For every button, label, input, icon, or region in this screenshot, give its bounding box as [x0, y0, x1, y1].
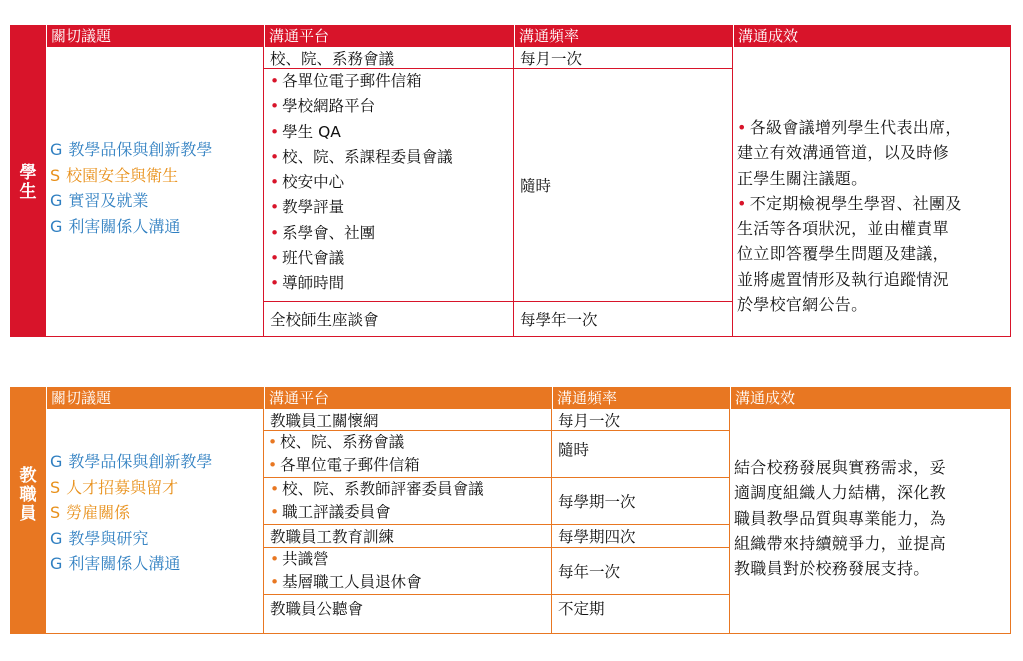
staff-platform-row: 教職員工教育訓練	[264, 525, 552, 548]
platform-item: • 校安中心	[270, 173, 345, 192]
result-line: 教職員對於校務發展支持。	[734, 559, 930, 579]
results-text	[734, 455, 946, 581]
platform-item: • 教學評量	[270, 198, 345, 217]
header-frequency: 溝通頻率	[552, 387, 730, 409]
staff-platform-row: 教職員公聽會	[264, 595, 552, 634]
platform-item: • 學校網路平台	[270, 97, 376, 116]
staff-freq-row: 每年一次	[552, 548, 730, 595]
students-issues-cell	[46, 47, 264, 337]
platform-item: • 職工評議委員會	[270, 503, 391, 521]
header-issues: 關切議題	[46, 25, 264, 47]
platform-item: • 導師時間	[270, 274, 345, 293]
platform-item: • 校、院、系課程委員會議	[270, 147, 453, 166]
result-line: 職員教學品質與專業能力，為	[734, 508, 946, 528]
staff-freq-row: 每學期一次	[552, 478, 730, 525]
staff-body	[46, 409, 1011, 634]
platform-item: • 基層職工人員退休會	[270, 573, 422, 591]
freq-list: 隨時	[514, 69, 733, 302]
students-header-row	[46, 25, 1011, 47]
result-line: 並將處置情形及執行追蹤情況	[737, 269, 949, 289]
result-line: 適調度組織人力結構，深化教	[734, 483, 946, 503]
staff-freq-row: 每月一次	[552, 409, 730, 431]
students-body	[46, 47, 1011, 337]
header-frequency: 溝通頻率	[514, 25, 733, 47]
staff-header-row	[46, 387, 1011, 409]
header-issues: 關切議題	[46, 387, 264, 409]
issue-item: G 利害關係人溝通	[50, 554, 181, 573]
platform-bottom: 全校師生座談會	[264, 302, 514, 337]
platform-item: • 各單位電子郵件信箱	[268, 456, 420, 474]
platform-item: • 各單位電子郵件信箱	[270, 72, 422, 90]
staff-freq-row: 隨時	[552, 431, 730, 478]
header-platform: 溝通平台	[264, 25, 514, 47]
result-line: • 各級會議增列學生代表出席，	[737, 118, 962, 137]
staff-platform-row	[264, 548, 552, 595]
issue-item: G 利害關係人溝通	[50, 216, 181, 236]
platform-item: • 校、院、系教師評審委員會議	[270, 480, 484, 498]
staff-platform-row: 教職員工關懷網	[264, 409, 552, 431]
issue-item: G 教學品保與創新教學	[50, 140, 213, 159]
results-text	[737, 115, 962, 317]
students-results-cell	[733, 47, 1011, 337]
result-line: 正學生關注議題。	[737, 168, 868, 188]
staff-platform-row	[264, 478, 552, 525]
staff-table	[10, 387, 1011, 634]
platform-top: 校、院、系務會議	[264, 47, 514, 69]
issue-item: S 校園安全與衛生	[50, 165, 179, 185]
issue-item: G 實習及就業	[50, 191, 149, 210]
result-line: 結合校務發展與實務需求，妥	[734, 458, 946, 477]
issue-item: G 教學品保與創新教學	[50, 452, 213, 471]
staff-issues-cell	[46, 409, 264, 634]
staff-results-cell	[730, 409, 1011, 634]
platform-item: • 系學會、社團	[270, 223, 376, 242]
issue-item: G 教學與研究	[50, 528, 149, 548]
platform-item: • 校、院、系務會議	[268, 433, 405, 451]
platform-item: • 學生 QA	[270, 122, 341, 141]
freq-top: 每月一次	[514, 47, 733, 69]
result-line: • 不定期檢視學生學習、社團及	[737, 193, 962, 213]
staff-platform-row	[264, 431, 552, 478]
result-line: 位立即答覆學生問題及建議，	[737, 244, 949, 264]
staff-freq-row: 每學期四次	[552, 525, 730, 548]
platform-item: • 共識營	[270, 550, 329, 568]
staff-side-label: 教 職 員	[19, 466, 37, 524]
result-line: 生活等各項狀況，並由權責單	[737, 219, 949, 239]
result-line: 組織帶來持續競爭力，並提高	[734, 533, 946, 553]
freq-bottom: 每學年一次	[514, 302, 733, 337]
students-table	[10, 25, 1011, 337]
platform-item: • 班代會議	[270, 249, 345, 268]
students-side-label: 學 生	[19, 163, 37, 202]
result-line: 於學校官網公告。	[737, 295, 868, 315]
platform-list-cell	[264, 69, 514, 302]
issue-item: S 人才招募與留才	[50, 477, 179, 497]
header-platform: 溝通平台	[264, 387, 552, 409]
staff-freq-row: 不定期	[552, 595, 730, 634]
header-results: 溝通成效	[733, 25, 1011, 47]
result-line: 建立有效溝通管道，以及時修	[737, 143, 949, 163]
header-results: 溝通成效	[730, 387, 1011, 409]
issue-item: S 勞雇關係	[50, 503, 131, 522]
